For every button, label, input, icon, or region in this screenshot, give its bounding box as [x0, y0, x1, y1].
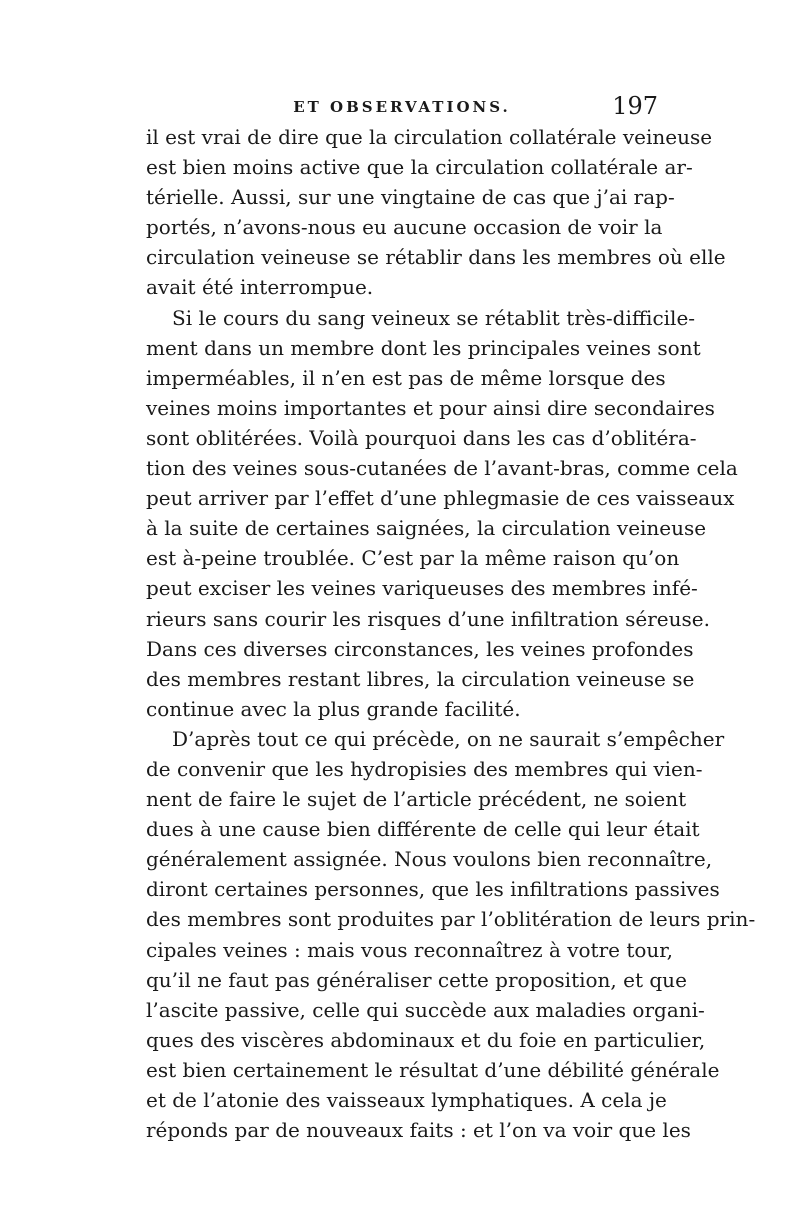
- text-line: peut arriver par l’effet d’une phlegmasie de ces vaisseaux: [146, 486, 735, 511]
- text-line: circulation veineuse se rétablir dans les membres où elle: [146, 245, 726, 270]
- text-line: tion des veines sous-cutanées de l’avant-bras, comme cela: [146, 456, 738, 481]
- text-line: et de l’atonie des vaisseaux lymphatiques. A cela je: [146, 1088, 667, 1112]
- text-line: réponds par de nouveaux faits : et l’on va voir que les: [146, 1118, 691, 1143]
- text-line: veines moins importantes et pour ainsi dire secondaires: [146, 395, 715, 420]
- running-head: [146, 92, 658, 124]
- text-line: ques des viscères abdominaux et du foie en particulier,: [146, 1027, 706, 1052]
- running-title: ET OBSERVATIONS.: [293, 98, 511, 116]
- text-line: Dans ces diverses circonstances, les veines profondes: [146, 636, 694, 661]
- text-line: l’ascite passive, celle qui succède aux maladies organi-: [146, 997, 705, 1022]
- text-line: généralement assignée. Nous voulons bien reconnaître,: [146, 847, 713, 872]
- body-text: [146, 122, 756, 1145]
- text-line: Si le cours du sang veineux se rétablit très-difficile-: [172, 305, 696, 330]
- text-line: D’après tout ce qui précède, on ne saurait s’empêcher: [172, 726, 725, 751]
- text-line: de convenir que les hydropisies des membres qui vien-: [146, 756, 703, 781]
- text-line: des membres restant libres, la circulation veineuse se: [146, 666, 695, 691]
- text-line: qu’il ne faut pas généraliser cette proposition, et que: [146, 967, 687, 992]
- text-line: continue avec la plus grande facilité.: [146, 696, 521, 721]
- text-line: il est vrai de dire que la circulation collatérale veineuse: [146, 125, 713, 149]
- text-line: sont oblitérées. Voilà pourquoi dans les cas d’oblitéra-: [146, 425, 697, 450]
- page-number: 197: [612, 92, 658, 120]
- text-line: est bien moins active que la circulation collatérale ar-: [146, 155, 693, 180]
- text-line: est à-peine troublée. C’est par la même raison qu’on: [146, 546, 680, 571]
- text-line: térielle. Aussi, sur une vingtaine de cas que j’ai rap-: [146, 185, 675, 210]
- text-line: est bien certainement le résultat d’une débilité générale: [146, 1057, 720, 1082]
- text-line: rieurs sans courir les risques d’une infiltration séreuse.: [146, 606, 710, 631]
- text-line: à la suite de certaines saignées, la circulation veineuse: [146, 516, 707, 541]
- text-line: portés, n’avons-nous eu aucune occasion de voir la: [146, 215, 663, 240]
- text-line: ment dans un membre dont les principales veines sont: [146, 335, 701, 360]
- text-line: nent de faire le sujet de l’article précédent, ne soient: [146, 787, 687, 812]
- text-line: cipales veines : mais vous reconnaîtrez à votre tour,: [146, 937, 674, 962]
- text-line: peut exciser les veines variqueuses des membres infé-: [146, 576, 698, 601]
- text-line: dues à une cause bien différente de celle qui leur était: [146, 817, 700, 842]
- text-line: imperméables, il n’en est pas de même lorsque des: [146, 365, 666, 390]
- text-line: avait été interrompue.: [146, 275, 374, 300]
- text-line: des membres sont produites par l’oblitération de leurs prin-: [146, 907, 756, 932]
- text-line: diront certaines personnes, que les infiltrations passives: [146, 877, 720, 902]
